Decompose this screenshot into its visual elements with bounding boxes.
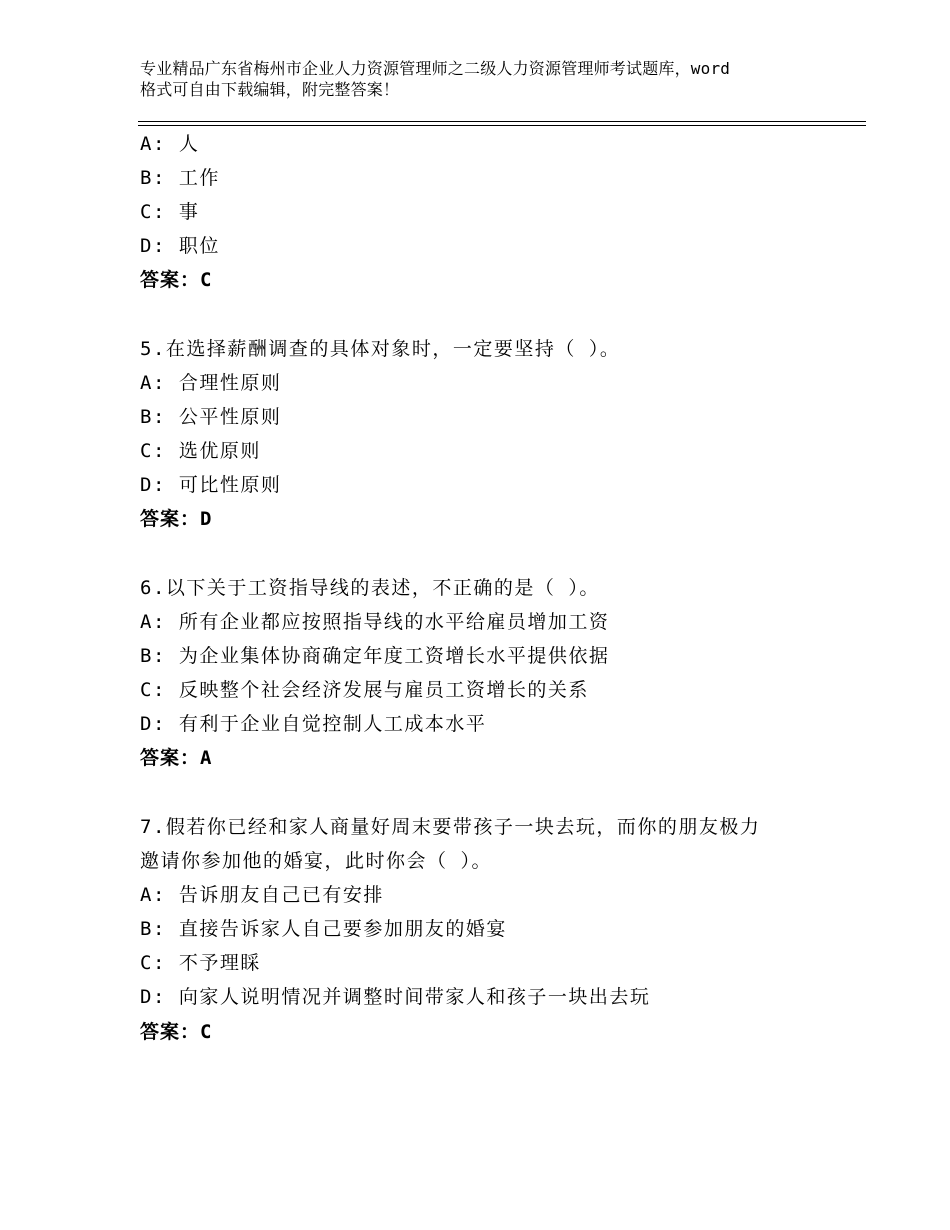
q7-option-a: A: 告诉朋友自己已有安排 [140, 884, 384, 906]
header-divider-bottom [138, 125, 866, 126]
q5-answer: 答案：D [140, 508, 213, 530]
q4-option-a: A: 人 [140, 133, 200, 155]
q7-answer: 答案：C [140, 1021, 213, 1043]
header-divider-top [138, 121, 866, 122]
q7-question-line-2: 邀请你参加他的婚宴，此时你会（ ）。 [140, 850, 492, 872]
q5-option-b: B: 公平性原则 [140, 406, 282, 428]
q6-option-c: C: 反映整个社会经济发展与雇员工资增长的关系 [140, 679, 589, 701]
q6-option-a: A: 所有企业都应按照指导线的水平给雇员增加工资 [140, 611, 610, 633]
header-line-1: 专业精品广东省梅州市企业人力资源管理师之二级人力资源管理师考试题库，word [140, 59, 731, 78]
q7-option-d: D: 向家人说明情况并调整时间带家人和孩子一块出去玩 [140, 986, 651, 1008]
q6-option-d: D: 有利于企业自觉控制人工成本水平 [140, 713, 487, 735]
q6-option-b: B: 为企业集体协商确定年度工资增长水平提供依据 [140, 645, 610, 667]
q5-option-a: A: 合理性原则 [140, 372, 282, 394]
q4-option-c: C: 事 [140, 201, 200, 223]
header-line-2: 格式可自由下载编辑，附完整答案！ [140, 80, 400, 99]
q4-answer: 答案：C [140, 269, 213, 291]
q5-option-d: D: 可比性原则 [140, 474, 282, 496]
q4-option-b: B: 工作 [140, 167, 220, 189]
q5-question: 5.在选择薪酬调查的具体对象时，一定要坚持（ ）。 [140, 338, 621, 360]
q5-option-c: C: 选优原则 [140, 440, 261, 462]
q6-question: 6.以下关于工资指导线的表述，不正确的是（ ）。 [140, 577, 600, 599]
q4-option-d: D: 职位 [140, 235, 220, 257]
q7-option-b: B: 直接告诉家人自己要参加朋友的婚宴 [140, 918, 507, 940]
q7-question-line-1: 7.假若你已经和家人商量好周末要带孩子一块去玩，而你的朋友极力 [140, 816, 761, 838]
document-header [140, 58, 840, 100]
q7-option-c: C: 不予理睬 [140, 952, 261, 974]
q6-answer: 答案：A [140, 747, 213, 769]
